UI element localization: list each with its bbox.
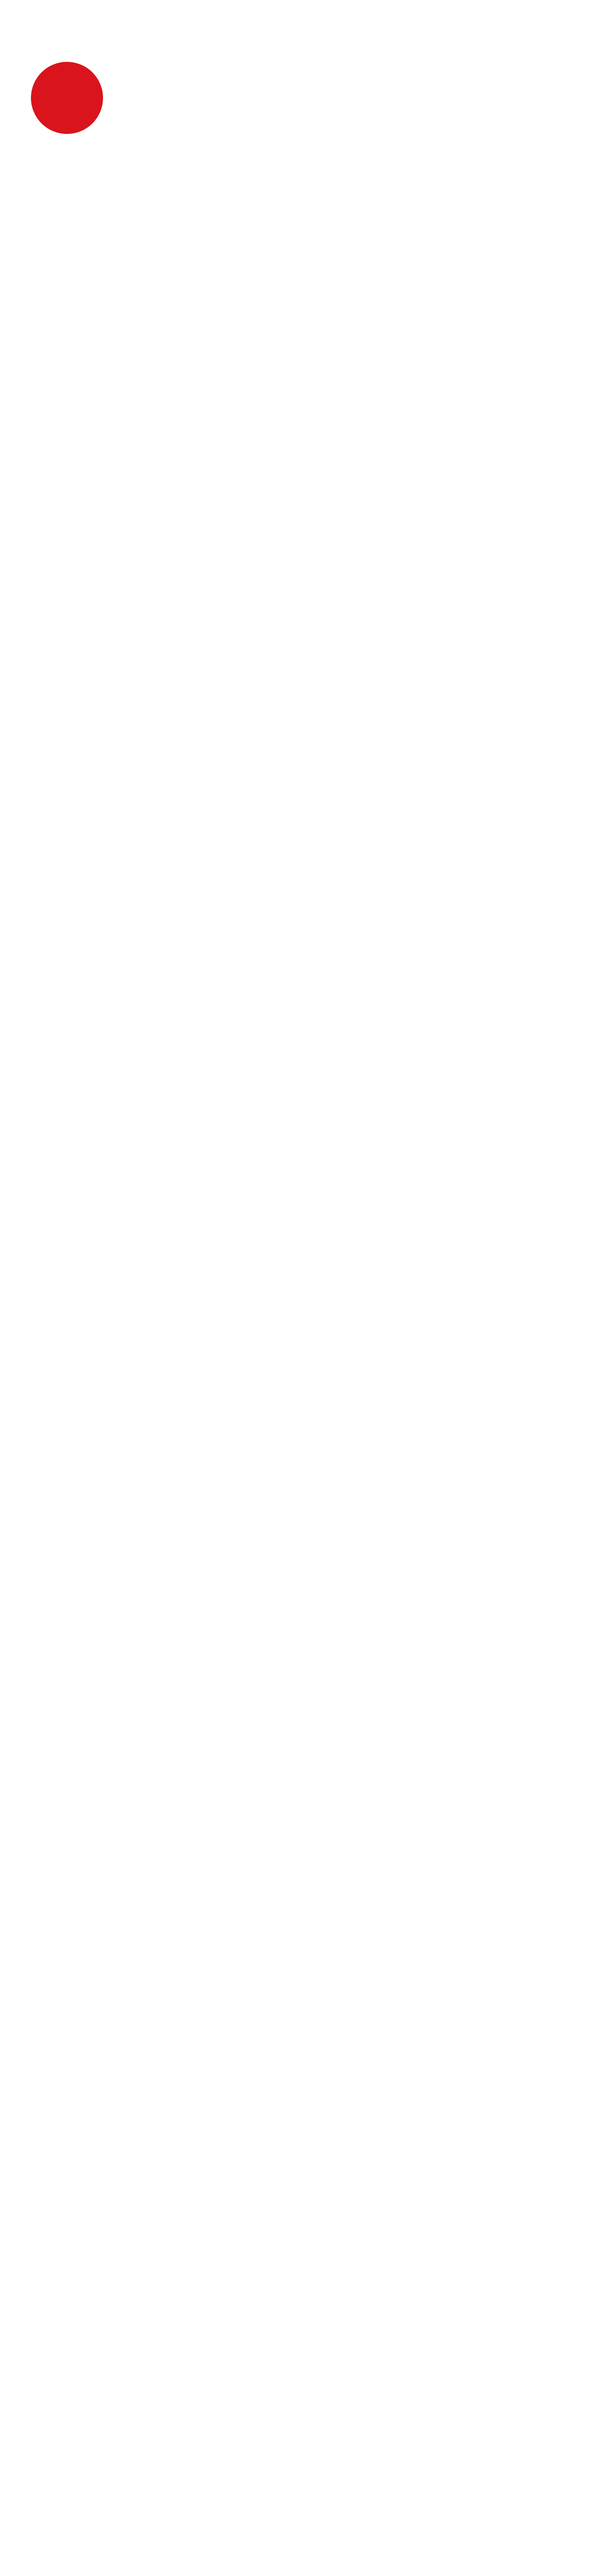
- account-logo[interactable]: [31, 62, 103, 134]
- account-header: [0, 0, 611, 361]
- post-body: [31, 371, 580, 402]
